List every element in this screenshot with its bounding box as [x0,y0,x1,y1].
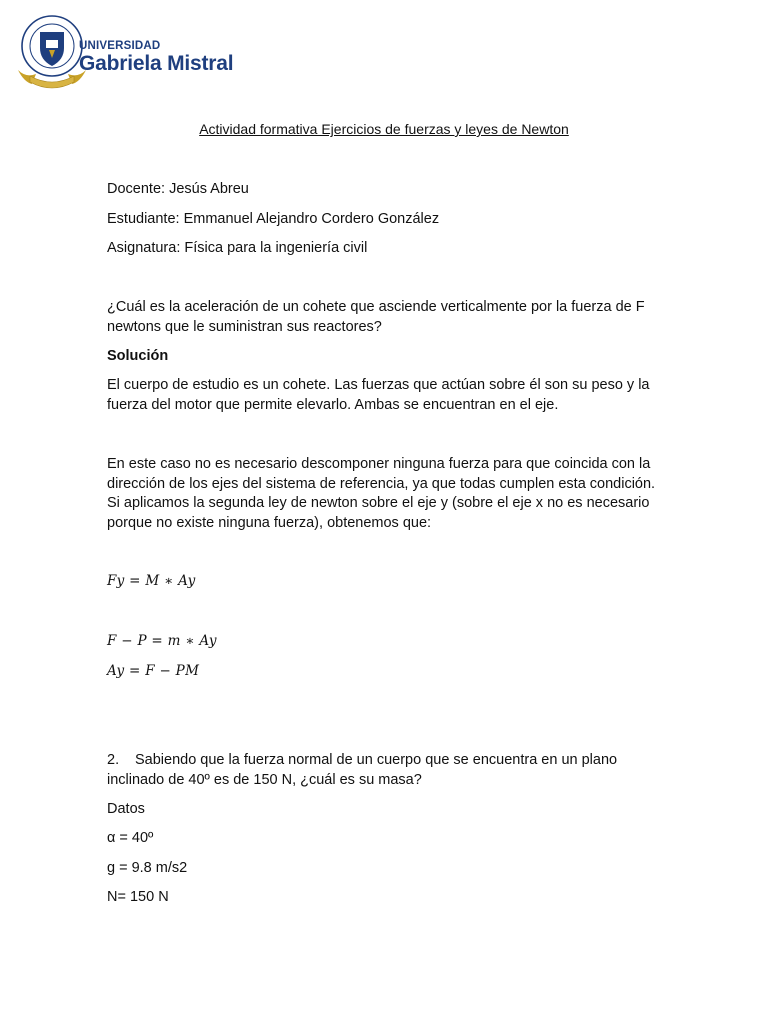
docente-line: Docente: Jesús Abreu [107,181,249,197]
equation-2: F − P = m ∗ Ay [107,633,217,649]
equation-3: Ay = F − PM [107,663,200,679]
datos-alpha: α = 40º [107,830,154,846]
university-logo [16,12,246,92]
brand-top-text: UNIVERSIDAD [79,40,161,52]
datos-n: N= 150 N [107,889,169,905]
solution-paragraph-1: El cuerpo de estudio es un cohete. Las fuerzas que actúan sobre él son su peso y la fuerza del motor que permite elevarlo. Ambas se encuentran en el eje. [107,377,650,413]
equation-1: Fy = M ∗ Ay [107,573,196,589]
question-1: ¿Cuál es la aceleración de un cohete que asciende verticalmente por la fuerza de F newtons que le suministran sus reactores? [107,299,645,335]
datos-label: Datos [107,801,145,817]
asignatura-line: Asignatura: Física para la ingeniería civil [107,240,368,256]
question-2-text: Sabiendo que la fuerza normal de un cuerpo que se encuentra en un plano inclinado de 40º es de 150 N, ¿cuál es su masa? [107,752,618,788]
university-seal-icon [16,12,88,90]
brand-name: Gabriela Mistral [79,52,234,75]
solution-paragraph-2: En este caso no es necesario descomponer ninguna fuerza para que coincida con la dirección de los ejes del sistema de referencia, ya que todas cumplen esta condición. Si aplicamos la segunda ley de newton sobre el eje y (sobre el eje x no es necesario porque no existe ninguna fuerza), obtenemos que: [107,456,656,531]
estudiante-line: Estudiante: Emmanuel Alejandro Cordero González [107,211,440,227]
question-2 [107,751,667,790]
document-title: Actividad formativa Ejercicios de fuerzas y leyes de Newton [199,121,569,137]
datos-g: g = 9.8 m/s2 [107,860,188,876]
question-2-number: 2. [107,752,120,768]
solution-label: Solución [107,348,169,364]
